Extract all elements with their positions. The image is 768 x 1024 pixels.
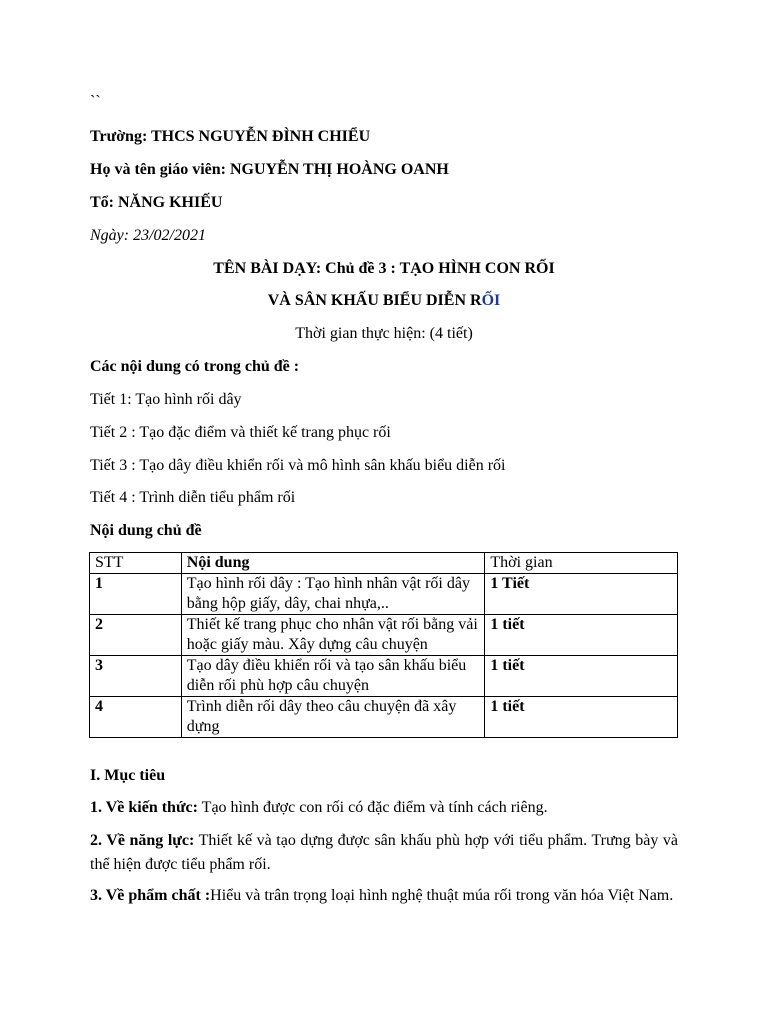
objective-label: 2. Về năng lực: [90,832,195,849]
period-3: Tiết 3 : Tạo dây điều khiển rối và mô hình sân khấu biểu diễn rối [90,457,506,474]
row-time: 1 tiết [485,697,678,738]
objective-knowledge [90,796,678,820]
row-content: Thiết kế trang phục cho nhân vật rối bằng vải hoặc giấy màu. Xây dựng câu chuyện [181,615,485,656]
backtick-mark: `` [90,93,101,110]
objective-label: 1. Về kiến thức: [90,799,198,816]
row-content: Tạo hình rối dây : Tạo hình nhân vật rối dây bằng hộp giấy, dây, chai nhựa,.. [181,574,485,615]
table-header-row [90,553,678,574]
row-time: 1 Tiết [485,574,678,615]
table-row [90,574,678,615]
row-stt: 3 [90,656,182,697]
objective-competence [90,829,678,877]
period-4: Tiết 4 : Trình diễn tiểu phẩm rối [90,489,296,506]
row-stt: 2 [90,615,182,656]
lesson-title-line-2 [0,291,768,311]
period-1: Tiết 1: Tạo hình rối dây [90,391,242,408]
row-stt: 1 [90,574,182,615]
objective-label: 3. Về phẩm chất : [90,887,211,904]
table-row [90,697,678,738]
lesson-title-line-1: TÊN BÀI DẠY: Chủ đề 3 : TẠO HÌNH CON RỐI [213,260,555,277]
header-time: Thời gian [485,553,678,574]
objective-text: Tạo hình được con rối có đặc điểm và tính cách riêng. [197,799,548,816]
table-row [90,615,678,656]
lesson-title-2-tail: ỐI [481,292,501,309]
date-line: Ngày: 23/02/2021 [90,227,206,244]
header-content: Nội dung [181,553,485,574]
objectives-heading: I. Mục tiêu [90,767,166,784]
duration-line: Thời gian thực hiện: (4 tiết) [295,325,473,342]
topic-heading: Nội dung chủ đề [90,522,202,539]
row-content: Tạo dây điều khiển rối và tạo sân khấu biểu diễn rối phù hợp câu chuyện [181,656,485,697]
period-2: Tiết 2 : Tạo đặc điểm và thiết kế trang phục rối [90,424,391,441]
content-table [89,552,678,738]
header-stt: STT [90,553,182,574]
row-time: 1 tiết [485,656,678,697]
teacher-line: Họ và tên giáo viên: NGUYỄN THỊ HOÀNG OANH [90,161,449,178]
objective-text: Hiểu và trân trọng loại hình nghệ thuật múa rối trong văn hóa Việt Nam. [210,887,674,904]
row-stt: 4 [90,697,182,738]
contents-heading: Các nội dung có trong chủ đề : [90,358,300,375]
table-row [90,656,678,697]
lesson-title-2-main: VÀ SÂN KHẤU BIỂU DIỄN R [267,292,482,309]
objective-quality [90,884,678,908]
group-line: Tổ: NĂNG KHIẾU [90,194,223,211]
row-time: 1 tiết [485,615,678,656]
school-line: Trường: THCS NGUYỄN ĐÌNH CHIỂU [90,128,371,145]
row-content: Trình diễn rối dây theo câu chuyện đã xây dựng [181,697,485,738]
objective-text: Thiết kế và tạo dựng được sân khấu phù hợp với tiểu phẩm. Trưng bày và thể hiện được tiểu phẩm rối. [90,832,679,873]
